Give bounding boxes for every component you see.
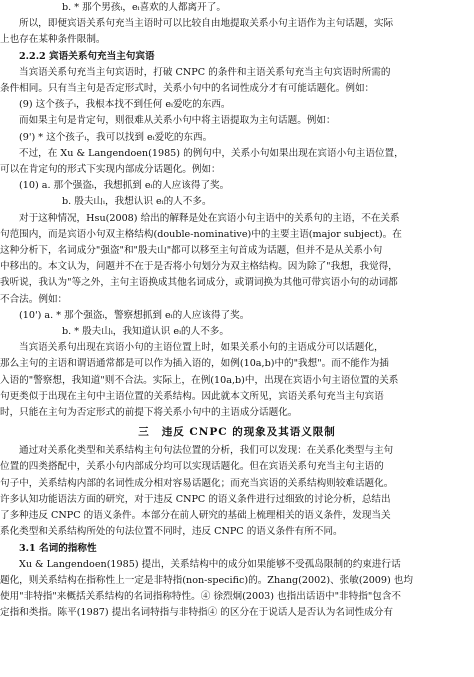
- paragraph-line: 上也存在某种条件限制。: [0, 34, 106, 46]
- paragraph-line: 中移出的。本文认为，问题并不在于是否将小句划分为双主格结构。因为除了"我想，我觉得，: [0, 261, 398, 273]
- example-1b: b. * 那个男孩ᵢ，eᵢ喜欢的人都离开了。: [62, 2, 226, 13]
- paragraph-line: 许多认知功能语法方面的研究，对于违反 CNPC 的语义条件进行过细致的讨论分析，总结出: [0, 493, 391, 505]
- paragraph-line: Xu & Langendoen(1985) 提出，关系结构中的成分如果能够不受孤岛限制的约束进行话: [19, 558, 401, 570]
- example-9: (9) 这个孩子ᵢ，我根本找不到任何 eᵢ爱吃的东西。: [19, 99, 231, 111]
- paragraph-line: 这种分析下，名词成分"强盗"和"殷夫山"都可以移至主句首成为话题，但并不是从关系小句: [0, 245, 383, 257]
- paragraph-line: 所以，即便宾语关系句充当主语时可以比较自由地提取关系小句主语作为主句话题，实际: [19, 18, 394, 30]
- paragraph-line: 位置的四类搭配中，关系小句内部成分均可以实现话题化。但在宾语关系句充当主句主语的: [0, 461, 384, 473]
- paragraph-line: 句子中，关系结构内部的名词性成分相对容易话题化；而充当宾语的关系结构则较难话题化。: [0, 477, 394, 489]
- paragraph-line: 通过对关系化类型和关系结构主句句法位置的分析，我们可以发现：在关系化类型与主句: [19, 445, 394, 457]
- section-title: 违反 CNPC 的现象及其语义限制: [161, 426, 336, 439]
- paragraph-line: 不合法。例如：: [0, 293, 68, 305]
- paragraph-line: 条件相同。只有当主句是否定形式时，关系小句中的名词性成分才有可能话题化。例如：: [0, 83, 375, 95]
- paragraph-line: 对于这种情况，Hsu(2008) 给出的解释是处在宾语小句主语中的关系句的主语，不在关系: [19, 212, 400, 224]
- paragraph-line: 使用"非特指"来概括关系结构的名词指称特性。④ 徐烈炯(2003) 也指出话语中"非特指"包含不: [0, 591, 402, 603]
- paragraph-line: 时，只能在主句为否定形式的前提下将关系小句中的主语成分话题化。: [0, 407, 298, 419]
- paragraph-line: 当宾语关系句出现在宾语小句的主语位置上时，如果关系小句的主语成分可以话题化，: [19, 342, 384, 354]
- paragraph-line: 定指和类指。陈平(1987) 提出名词特指与非特指④ 的区分在于说话人是否认为名词性成分有: [0, 607, 393, 619]
- example-10b: b. 殷夫山ᵢ，我想认识 eᵢ的人不多。: [62, 196, 212, 208]
- example-10a: (10) a. 那个强盗ᵢ，我想抓到 eᵢ的人应该得了奖。: [19, 180, 230, 192]
- subsection-heading: 2.2.2 宾语关系句充当主句宾语: [19, 50, 155, 62]
- example-10-prime-b: b. * 殷夫山ᵢ，我知道认识 eᵢ的人不多。: [62, 326, 229, 338]
- paragraph-line: 那么主句的主语和谓语通常都是可以作为插入语的，如例(10a,b)中的"我想"。而不能作为插: [0, 358, 389, 370]
- paragraph-line: 不过，在 Xu & Langendoen(1985) 的例句中，关系小句如果出现在宾语小句主语位置，: [19, 147, 404, 159]
- paragraph-line: 了多种违反 CNPC 的语义条件。本部分在前人研究的基础上梳理相关的语义条件，发现当关: [0, 510, 391, 522]
- section-heading: [0, 424, 474, 439]
- paragraph-line: 句范围内，而是宾语小句双主格结构(double-nominative)中的主要主语(major subject)。在: [0, 228, 402, 240]
- section-number: 三: [138, 426, 150, 439]
- paragraph-line: 可以在肯定句的形式下实现内部成分话题化。例如：: [0, 164, 221, 176]
- paragraph-line: 我听说，我认为"等之外，主句主语换成其他名词成分，或谓词换为其他可带宾语小句的动词都: [0, 277, 398, 289]
- paragraph-line: 入语的"警察想，我知道"则不合法。实际上，在例(10a,b)中，出现在宾语小句主语位置的关系: [0, 374, 399, 386]
- paragraph-line: 当宾语关系句充当主句宾语时，打破 CNPC 的条件和主语关系句充当主句宾语时所需的: [19, 66, 391, 78]
- example-10-prime-a: (10') a. * 那个强盗ᵢ，警察想抓到 eᵢ的人应该得了奖。: [19, 309, 250, 321]
- paragraph-line: 而如果主句是肯定句，则很难从关系小句中将主语提取为主句话题。例如：: [19, 115, 336, 127]
- paragraph-line: 题化，则关系结构在指称性上一定是非特指(non-specific)的。Zhang(2002)、张敏(2009) 也均: [0, 574, 413, 586]
- example-9-prime: (9') * 这个孩子ᵢ，我可以找到 eᵢ爱吃的东西。: [19, 131, 213, 143]
- paragraph-line: 系化类型和关系结构所处的句法位置不同时，违反 CNPC 的语义条件有所不同。: [0, 526, 343, 538]
- subsection-heading: 3.1 名词的指称性: [19, 542, 97, 554]
- paragraph-line: 句更类似于出现在主句中主语位置的关系结构。因此就本文所见，宾语关系句充当主句宾语: [0, 390, 384, 402]
